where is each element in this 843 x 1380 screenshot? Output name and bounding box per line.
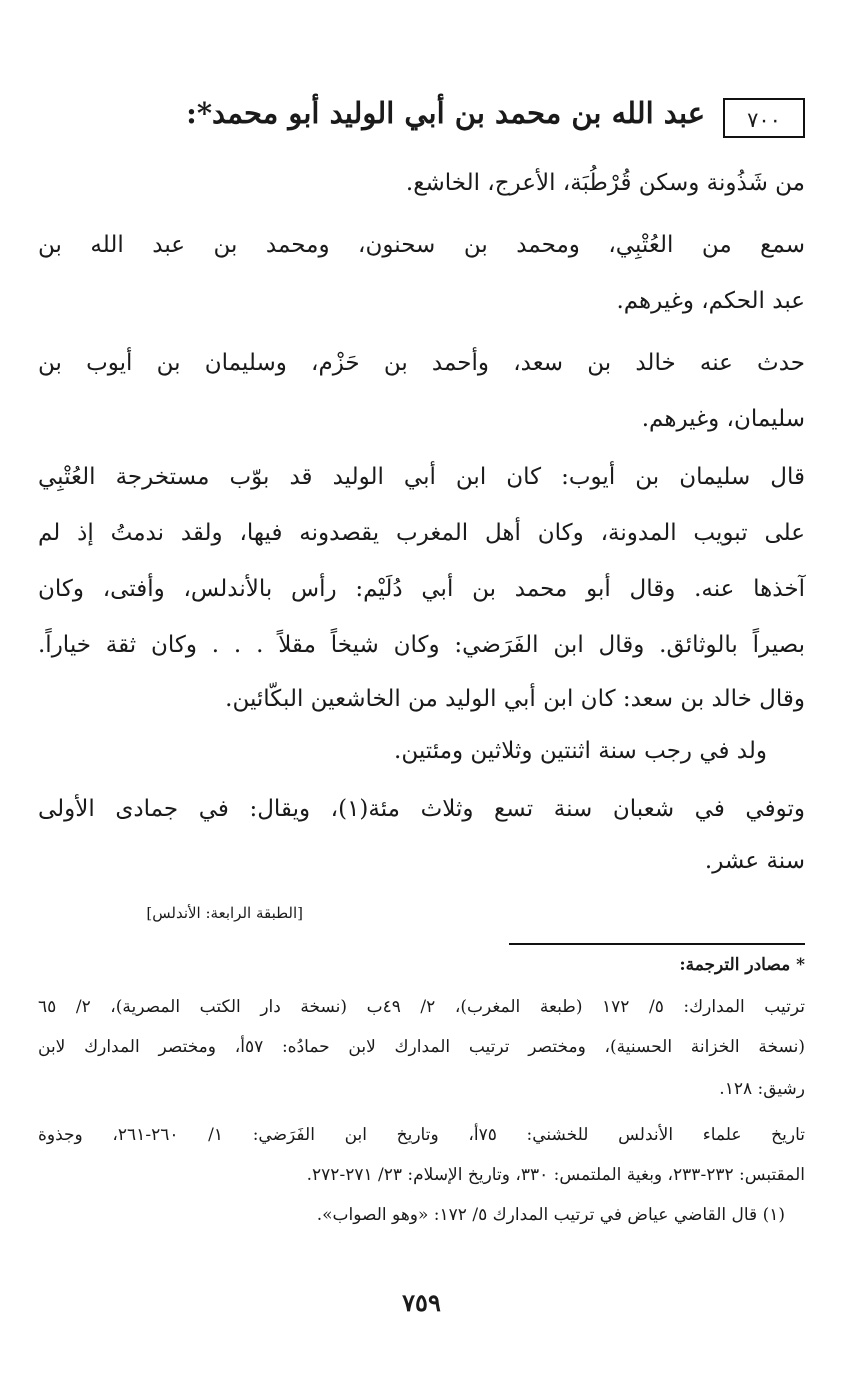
body-line: بصيراً بالوثائق. وقال ابن الفَرَضي: وكان شيخاً مقلاً . . . وكان ثقة خياراً. xyxy=(38,632,805,658)
body-line: آخذها عنه. وقال أبو محمد بن أبي دُلَيْم: رأس بالأندلس، وأفتى، وكان xyxy=(38,576,805,602)
section-tag: [الطبقة الرابعة: الأندلس] xyxy=(146,904,303,922)
body-line: سليمان، وغيرهم. xyxy=(641,406,805,432)
entry-title: عبد الله بن محمد بن أبي الوليد أبو محمد*: xyxy=(186,96,705,130)
body-line: سمع من العُتْبِي، ومحمد بن سحنون، ومحمد بن عبد الله بن xyxy=(38,232,805,258)
footnote-line: المقتبس: ٢٣٢-٢٣٣، وبغية الملتمس: ٣٣٠، وتاريخ الإسلام: ٢٣/ ٢٧١-٢٧٢. xyxy=(306,1165,805,1185)
footnote-rule xyxy=(509,943,805,945)
entry-number-box xyxy=(723,98,805,138)
body-line: ولد في رجب سنة اثنتين وثلاثين ومئتين. xyxy=(394,738,767,764)
body-line: وقال خالد بن سعد: كان ابن أبي الوليد من الخاشعين البكّائين. xyxy=(225,686,805,712)
footnote-line: ترتيب المدارك: ٥/ ١٧٢ (طبعة المغرب)، ٢/ ٤٩ب (نسخة دار الكتب المصرية)، ٢/ ٦٥ xyxy=(38,997,805,1017)
body-line: عبد الحكم، وغيرهم. xyxy=(616,288,805,314)
body-line: حدث عنه خالد بن سعد، وأحمد بن حَزْم، وسليمان بن أيوب بن xyxy=(38,350,805,376)
entry-header xyxy=(40,92,805,154)
entry-number: ٧٠٠ xyxy=(747,108,781,132)
body-line: قال سليمان بن أيوب: كان ابن أبي الوليد قد بوّب مستخرجة العُتْبِي xyxy=(38,464,805,490)
footnote-line: (نسخة الخزانة الحسنية)، ومختصر ترتيب المدارك لابن حمادُه: ٥٧أ، ومختصر المدارك لابن xyxy=(38,1037,805,1057)
body-line: من شَذُونة وسكن قُرْطُبَة، الأعرج، الخاشع. xyxy=(405,170,805,196)
page-number: ٧٥٩ xyxy=(402,1288,441,1317)
sources-heading: * مصادر الترجمة: xyxy=(679,955,805,975)
body-line: وتوفي في شعبان سنة تسع وثلاث مئة(١)، ويقال: في جمادى الأولى xyxy=(38,796,805,822)
body-line: على تبويب المدونة، وكان أهل المغرب يقصدونه فيها، ولقد ندمتُ إذ لم xyxy=(38,520,805,546)
body-line: سنة عشر. xyxy=(704,848,805,874)
footnote-line: تاريخ علماء الأندلس للخشني: ٧٥أ، وتاريخ ابن الفَرَضي: ١/ ٢٦٠-٢٦١، وجذوة xyxy=(38,1125,805,1145)
footnote-line: رشيق: ١٢٨. xyxy=(719,1079,805,1099)
footnote-line: (١) قال القاضي عياض في ترتيب المدارك ٥/ ١٧٢: «وهو الصواب». xyxy=(316,1205,785,1225)
